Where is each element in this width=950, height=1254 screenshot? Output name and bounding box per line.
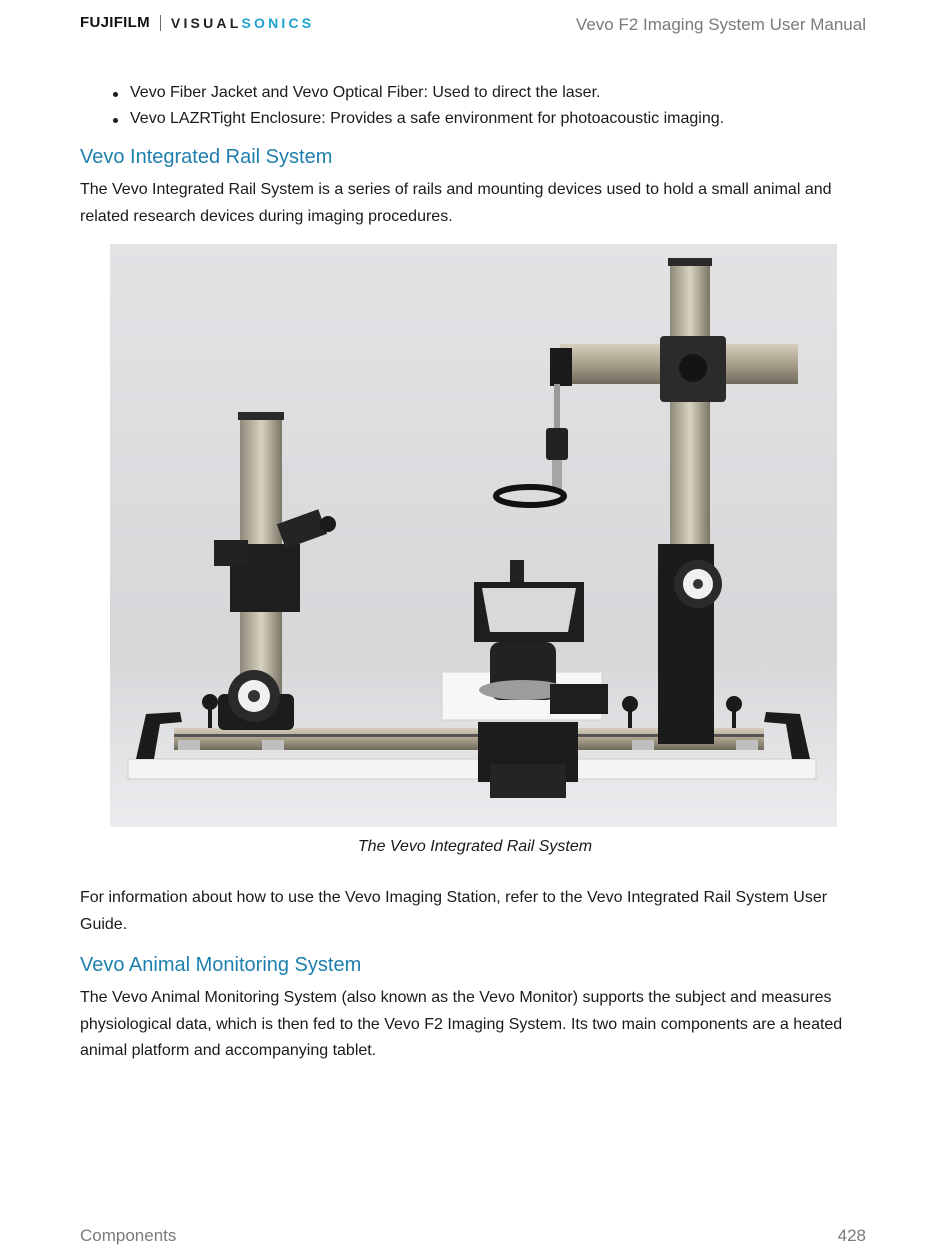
logo-sonics-text: SONICS [241,14,315,31]
logo-fujifilm-text: FUJIFILM [80,14,150,31]
figure-caption: The Vevo Integrated Rail System [357,838,593,855]
section-heading-animal-monitoring: Vevo Animal Monitoring System [80,954,362,976]
rail-system-user-guide-note: For information about how to use the Vevo Imaging Station, refer to the Vevo Integrated Rail System User Guide. [80,889,828,933]
section-heading-rail-system: Vevo Integrated Rail System [80,146,333,168]
animal-monitoring-description: The Vevo Animal Monitoring System (also known as the Vevo Monitor) supports the subject and measures physiological data, which is then fed to the Vevo F2 Imaging System. Its two main components are a heated animal platform and accompanying tablet. [80,989,843,1059]
footer-page-number: 428 [837,1226,866,1245]
manual-title: Vevo F2 Imaging System User Manual [575,15,866,34]
rail-system-photo [110,244,837,827]
component-bullet-list [110,80,724,132]
logo-visual-text: VISUAL [170,14,242,31]
footer-section-name: Components [80,1226,177,1245]
fujifilm-visualsonics-logo [80,14,314,31]
rail-system-illustration [110,244,837,827]
logo-divider [160,15,161,31]
bullet-item: Vevo Fiber Jacket and Vevo Optical Fiber: Used to direct the laser. [110,80,724,106]
bullet-item: Vevo LAZRTight Enclosure: Provides a safe environment for photoacoustic imaging. [110,106,724,132]
page-header [80,12,866,42]
rail-system-description: The Vevo Integrated Rail System is a series of rails and mounting devices used to hold a small animal and related research devices during imaging procedures. [80,181,832,225]
